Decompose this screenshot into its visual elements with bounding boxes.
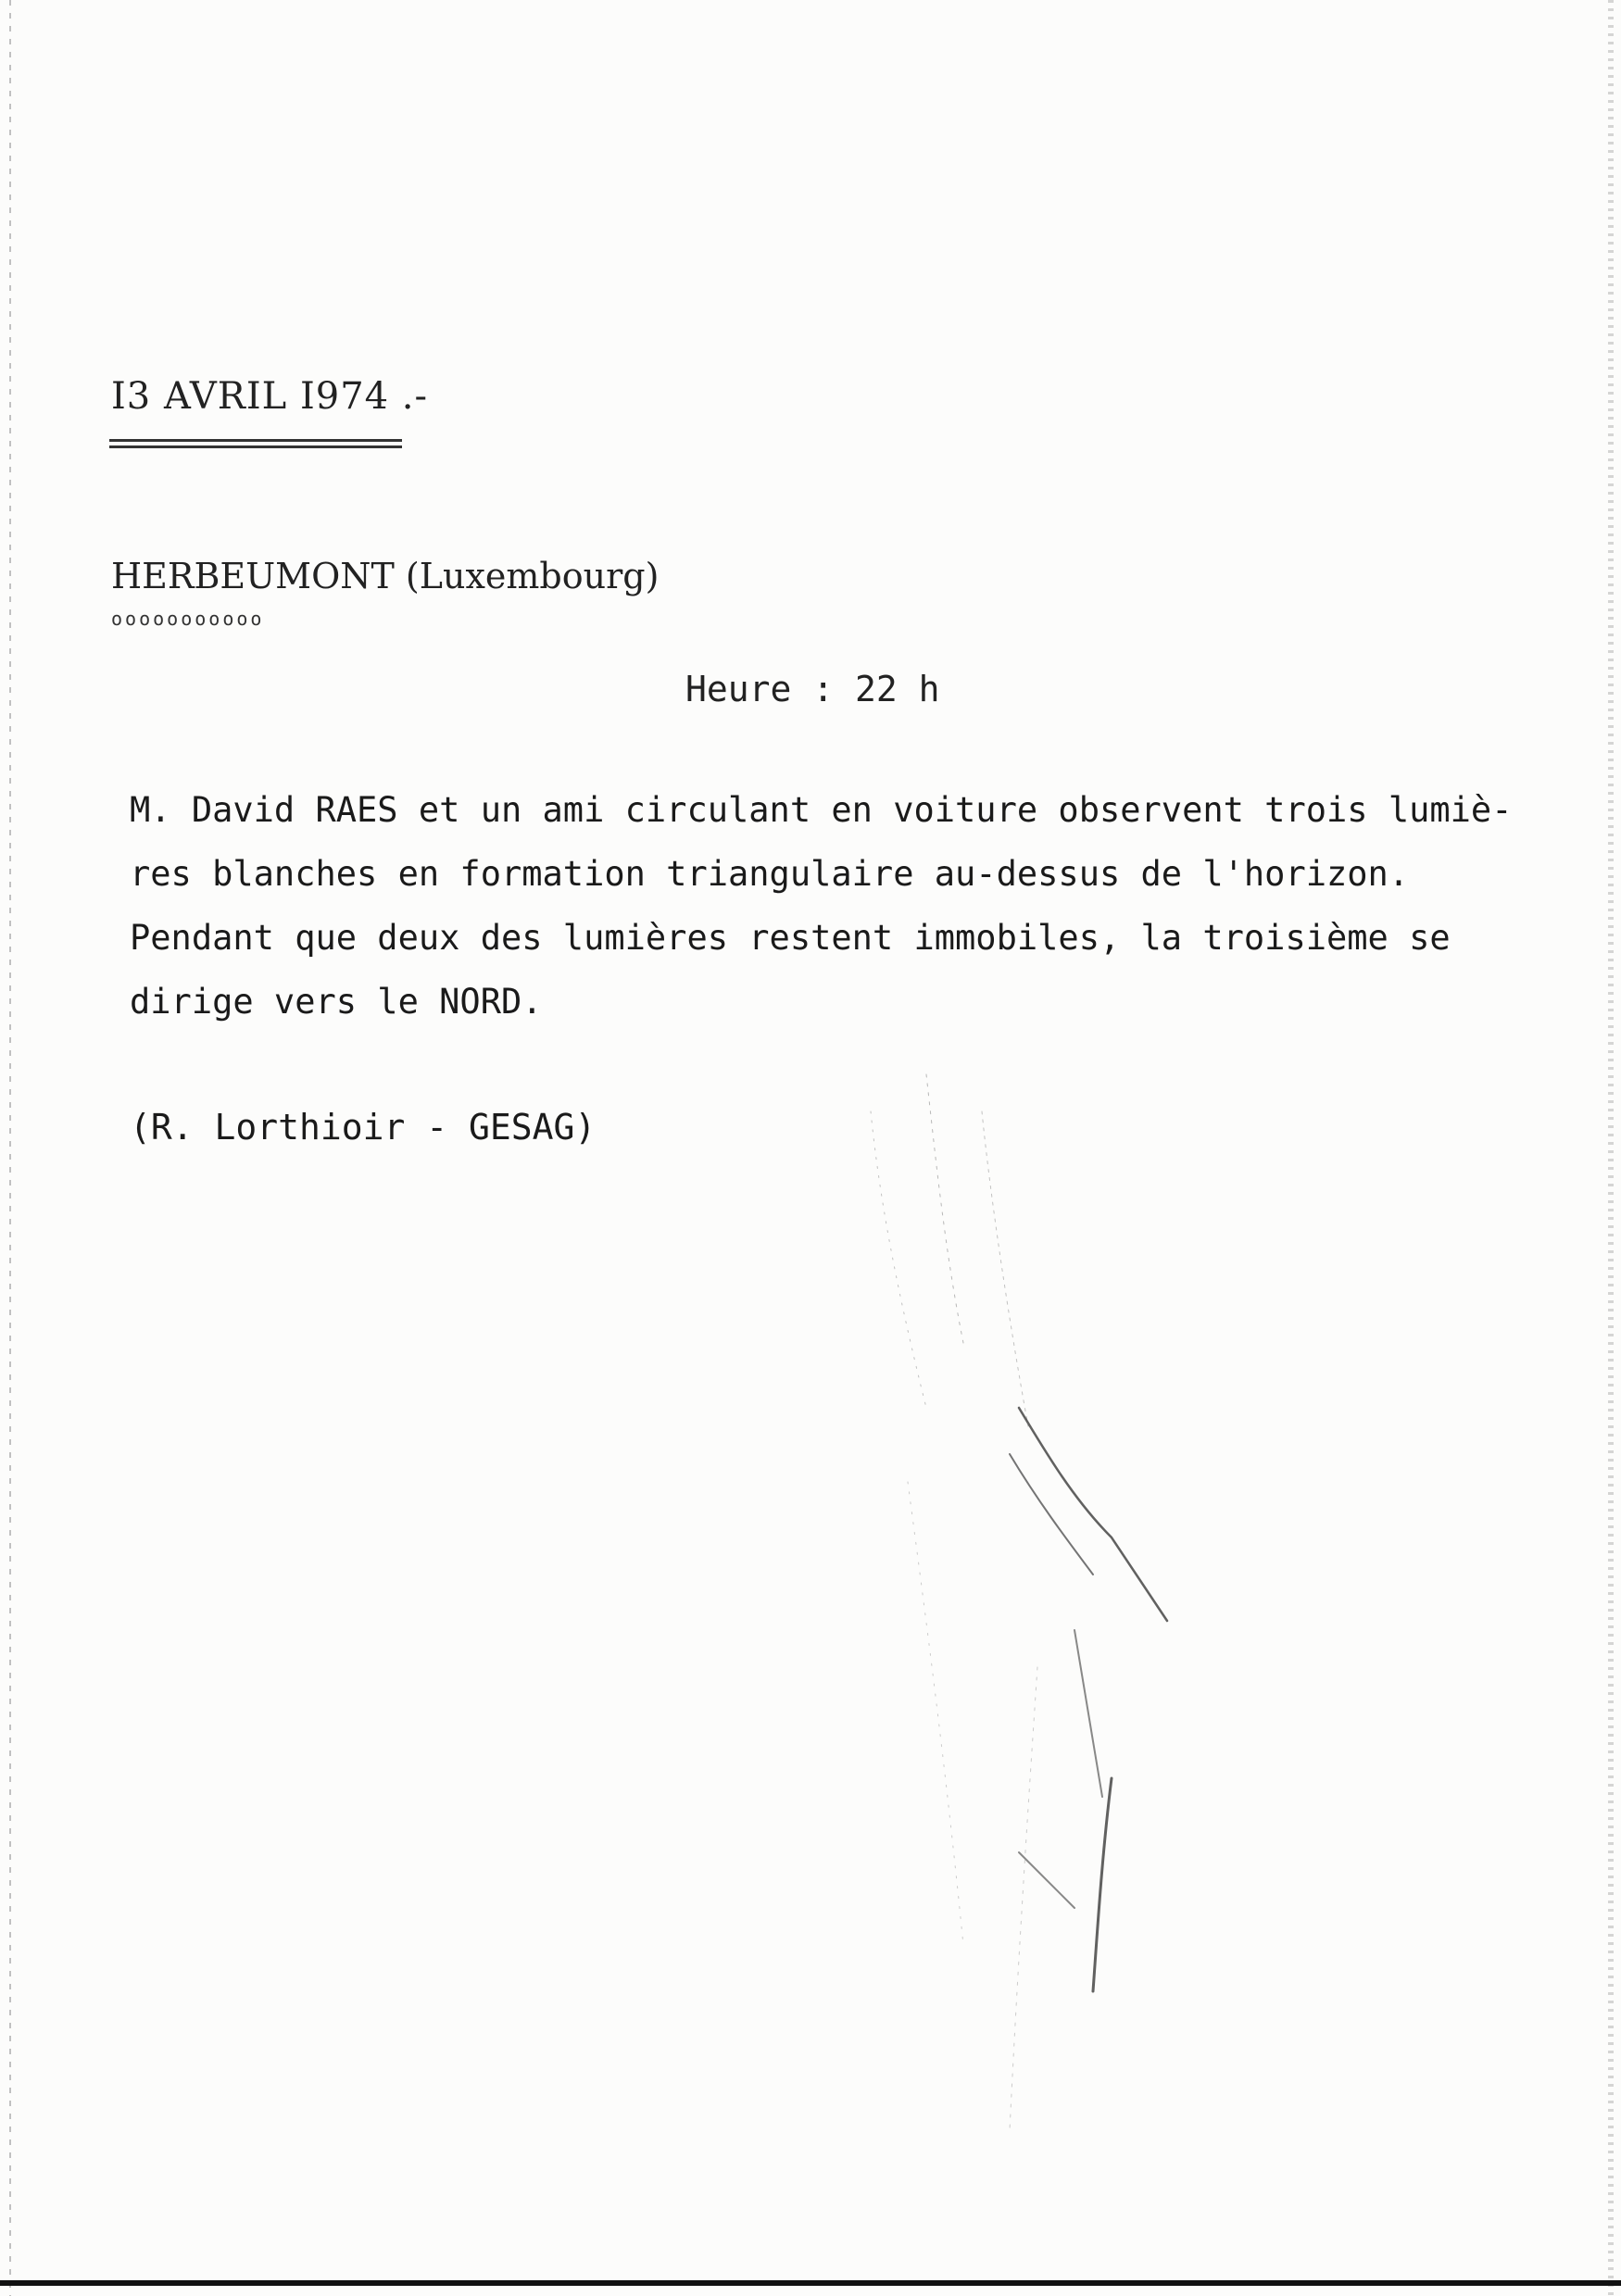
body-paragraph bbox=[130, 778, 1593, 1034]
left-scan-edge bbox=[9, 0, 11, 2296]
signature-line: (R. Lorthioir - GESAG) bbox=[130, 1107, 597, 1148]
bottom-edge-rule bbox=[0, 2280, 1621, 2286]
hour-line: Heure : 22 h bbox=[685, 669, 940, 709]
body-line: res blanches en formation triangulaire au-dessus de l'horizon. bbox=[130, 854, 1410, 894]
right-scan-edge bbox=[1608, 0, 1614, 2296]
place-underline: ooooooooooo bbox=[111, 608, 265, 630]
body-line: dirige vers le NORD. bbox=[130, 982, 543, 1022]
place-heading: HERBEUMONT (Luxembourg) bbox=[111, 556, 660, 596]
date-underline bbox=[109, 439, 402, 448]
body-line: Pendant que deux des lumières restent immobiles, la troisième se bbox=[130, 918, 1451, 958]
date-heading: I3 AVRIL I974 .- bbox=[111, 375, 429, 418]
body-line: M. David RAES et un ami circulant en voiture observent trois lumiè- bbox=[130, 790, 1513, 830]
bleed-through-scribble bbox=[741, 1019, 1204, 2223]
